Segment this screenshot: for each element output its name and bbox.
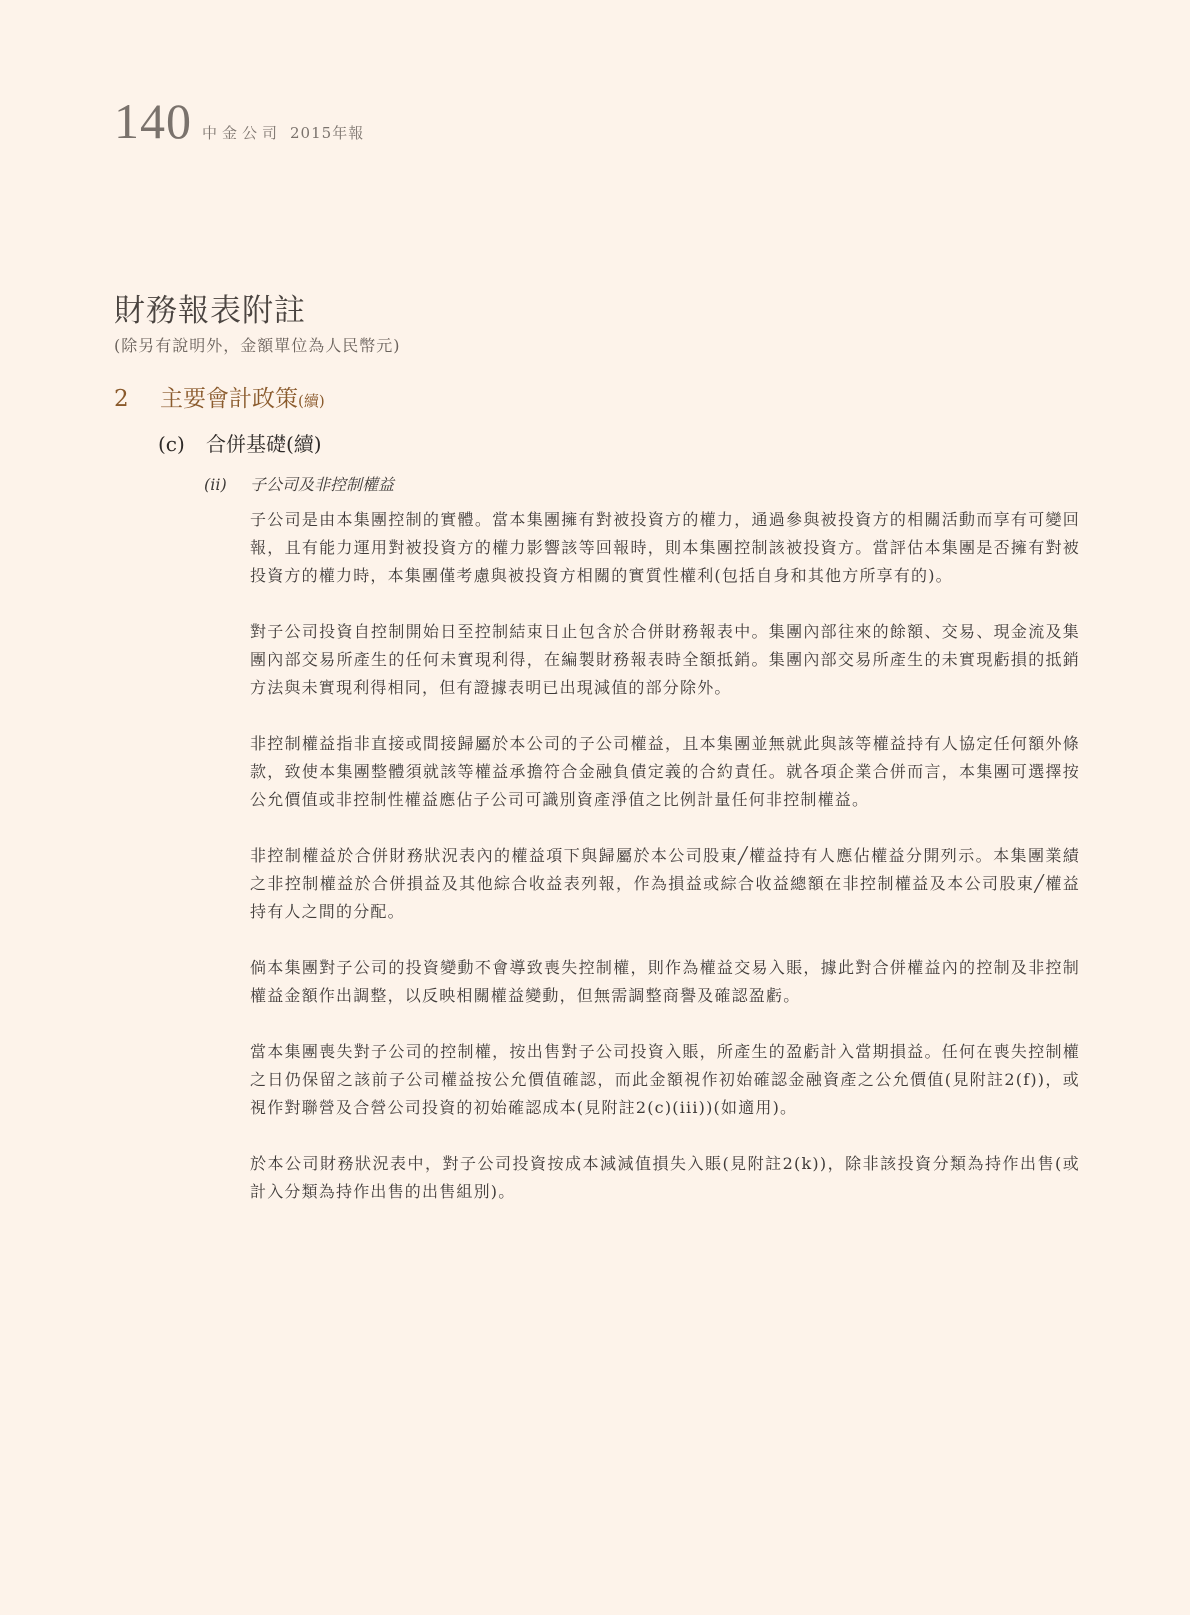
- paragraph: 倘本集團對子公司的投資變動不會導致喪失控制權，則作為權益交易入賬，據此對合併權益內的控制及非控制權益金額作出調整，以反映相關權益變動，但無需調整商譽及確認盈虧。: [250, 958, 1080, 1005]
- subsection-title: 合併基礎(續): [206, 432, 322, 456]
- report-year: 2015年報: [290, 124, 365, 142]
- section-heading: [114, 380, 325, 413]
- paragraph: 於本公司財務狀況表中，對子公司投資按成本減減值損失入賬(見附註2(k))，除非該投資分類為持作出售(或計入分類為持作出售的出售組別)。: [250, 1154, 1080, 1201]
- subsubsection-heading: [204, 472, 394, 495]
- section-number: 2: [114, 386, 129, 412]
- document-subtitle: (除另有說明外，金額單位為人民幣元): [114, 336, 401, 355]
- report-name: 中金公司: [202, 124, 283, 142]
- section-title: 主要會計政策: [160, 386, 298, 412]
- page-header: [114, 93, 365, 149]
- paragraph: 當本集團喪失對子公司的控制權，按出售對子公司投資入賬，所產生的盈虧計入當期損益。任何在喪失控制權之日仍保留之該前子公司權益按公允價值確認，而此金額視作初始確認金融資產之公允價值(見附註2(f))，或視作對聯營及合營公司投資的初始確認成本(見附註2(c)(iii))(如適用)。: [250, 1042, 1080, 1117]
- paragraph: 非控制權益於合併財務狀況表內的權益項下與歸屬於本公司股東╱權益持有人應佔權益分開列示。本集團業績之非控制權益於合併損益及其他綜合收益表列報，作為損益或綜合收益總額在非控制權益及本公司股東╱權益持有人之間的分配。: [250, 846, 1080, 921]
- paragraph: 子公司是由本集團控制的實體。當本集團擁有對被投資方的權力，通過參與被投資方的相關活動而享有可變回報，且有能力運用對被投資方的權力影響該等回報時，則本集團控制該被投資方。當評估本集團是否擁有對被投資方的權力時，本集團僅考慮與被投資方相關的實質性權利(包括自身和其他方所享有的)。: [250, 510, 1080, 585]
- body-text: [250, 506, 1080, 1234]
- page-number: 140: [114, 93, 192, 149]
- paragraph: 非控制權益指非直接或間接歸屬於本公司的子公司權益，且本集團並無就此與該等權益持有人協定任何額外條款，致使本集團整體須就該等權益承擔符合金融負債定義的合約責任。就各項企業合併而言，本集團可選擇按公允價值或非控制性權益應佔子公司可識別資產淨值之比例計量任何非控制權益。: [250, 734, 1080, 809]
- section-continued: (續): [298, 392, 325, 410]
- subsection-label: (c): [158, 432, 185, 456]
- subsection-heading: [158, 428, 322, 457]
- subsubsection-label: (ii): [204, 475, 227, 494]
- document-title: 財務報表附註: [114, 293, 306, 329]
- paragraph: 對子公司投資自控制開始日至控制結束日止包含於合併財務報表中。集團內部往來的餘額、交易、現金流及集團內部交易所產生的任何未實現利得，在編製財務報表時全額抵銷。集團內部交易所產生的未實現虧損的抵銷方法與未實現利得相同，但有證據表明已出現減值的部分除外。: [250, 622, 1080, 697]
- subsubsection-title: 子公司及非控制權益: [250, 475, 395, 494]
